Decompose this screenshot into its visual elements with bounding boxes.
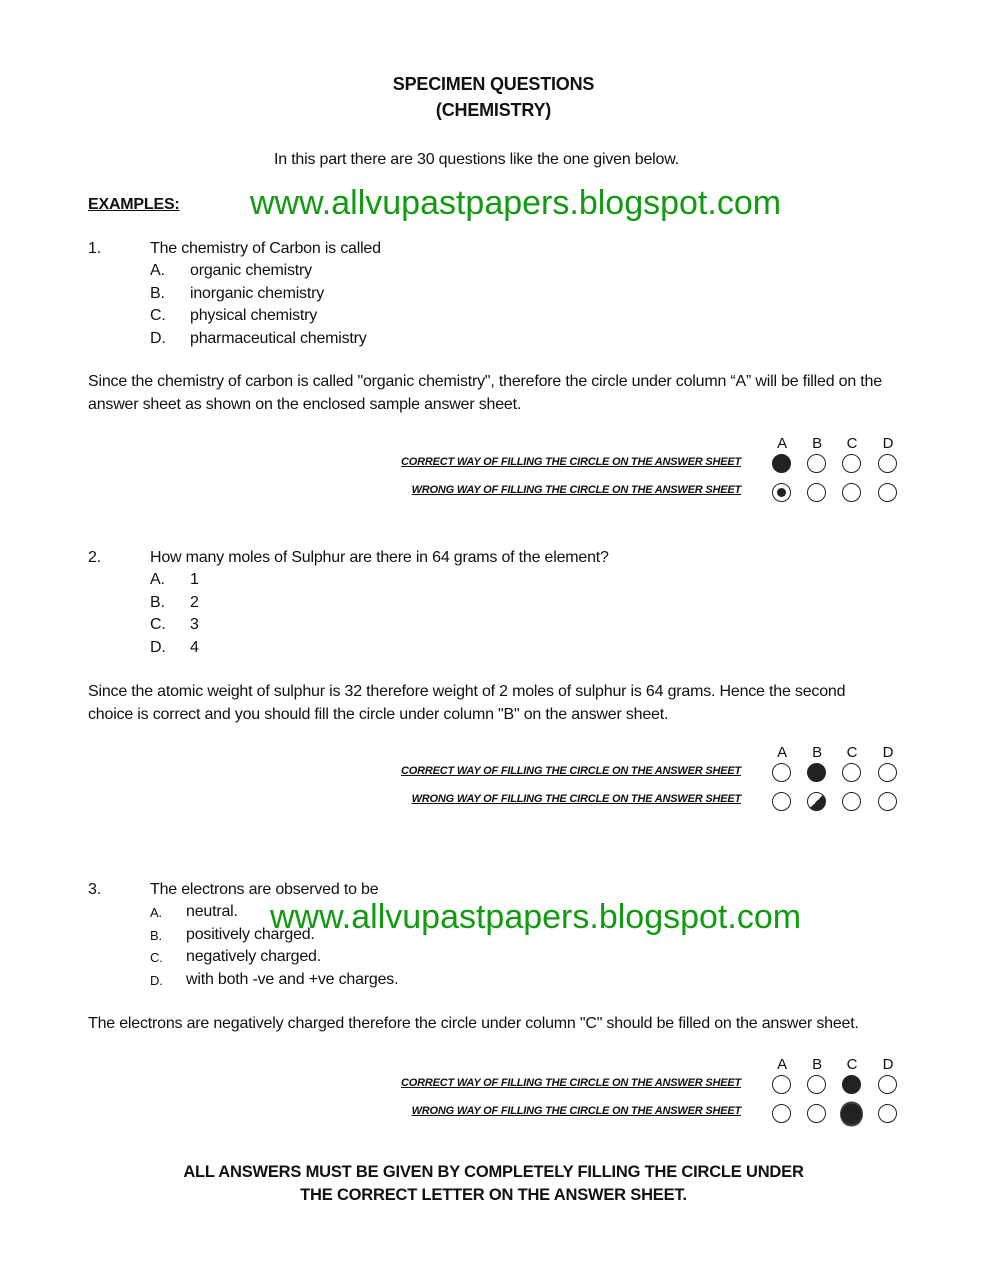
column-letter-b: B [812,435,822,452]
watermark: www.allvupastpapers.blogspot.com [250,184,782,222]
column-letter-d: D [882,435,894,452]
column-letter-c: C [846,435,858,452]
answer-circle-empty [807,1075,826,1094]
column-letter-a: A [777,435,787,452]
option-letter: C. [150,950,163,965]
answer-circle-filled [807,763,826,782]
option-text: 2 [190,593,199,611]
explanation-text: Since the chemistry of carbon is called "organic chemistry", therefore the circle under column “A” will be filled on the [88,373,882,390]
column-letter-d: D [882,1056,894,1073]
column-letter-b: B [812,744,822,761]
footer-line-1: ALL ANSWERS MUST BE GIVEN BY COMPLETELY FILLING THE CIRCLE UNDER [183,1163,804,1181]
question-text: The electrons are observed to be [150,881,379,898]
question-number: 1. [88,240,101,257]
explanation-text: choice is correct and you should fill the circle under column "B" on the answer sheet. [88,705,669,723]
explanation-text: The electrons are negatively charged therefore the circle under column "C" should be filled on the answer sheet. [88,1015,859,1032]
correct-way-label: CORRECT WAY OF FILLING THE CIRCLE ON THE ANSWER SHEET [401,456,741,468]
answer-circle-empty [878,1075,897,1094]
correct-way-label: CORRECT WAY OF FILLING THE CIRCLE ON THE ANSWER SHEET [401,765,741,777]
question-number: 2. [88,549,101,566]
option-text: organic chemistry [190,262,312,279]
answer-circle-half [807,792,826,811]
option-letter: C. [150,616,166,633]
option-text: 4 [190,638,199,656]
option-letter: B. [150,593,165,611]
answer-circle-filled [842,1075,861,1094]
wrong-way-label: WRONG WAY OF FILLING THE CIRCLE ON THE ANSWER SHEET [411,1105,741,1117]
option-text: positively charged. [186,925,315,943]
page-subtitle: (CHEMISTRY) [435,100,552,120]
question-text: How many moles of Sulphur are there in 64 grams of the element? [150,549,609,566]
answer-circle-ring [772,483,791,502]
option-letter: A. [150,571,165,588]
option-text: 3 [190,616,199,633]
answer-circle-empty [807,1104,826,1123]
option-letter: B. [150,284,165,302]
watermark-2: www.allvupastpapers.blogspot.com [270,898,802,936]
option-text: physical chemistry [190,307,318,324]
answer-circle-empty [807,454,826,473]
column-letter-d: D [882,744,894,761]
page-title: SPECIMEN QUESTIONS [392,74,595,94]
question-number: 3. [88,881,101,898]
answer-circle-empty [772,1075,791,1094]
option-letter: C. [150,307,166,324]
option-letter: B. [150,927,162,943]
answer-circle-scribble [840,1101,863,1127]
answer-circle-empty [878,792,897,811]
answer-circle-empty [842,483,861,502]
column-letter-a: A [777,744,787,761]
answer-circle-filled [772,454,791,473]
column-letter-b: B [812,1056,822,1073]
wrong-way-label: WRONG WAY OF FILLING THE CIRCLE ON THE ANSWER SHEET [411,484,741,496]
option-text: with both -ve and +ve charges. [186,970,399,988]
wrong-way-label: WRONG WAY OF FILLING THE CIRCLE ON THE ANSWER SHEET [411,793,741,805]
option-letter: D. [150,329,166,347]
option-text: negatively charged. [186,948,321,965]
option-text: pharmaceutical chemistry [190,329,367,347]
footer-line-2: THE CORRECT LETTER ON THE ANSWER SHEET. [300,1186,687,1204]
option-text: neutral. [186,903,238,920]
answer-circle-empty [842,763,861,782]
answer-circle-empty [878,763,897,782]
option-text: inorganic chemistry [190,284,325,302]
correct-way-label: CORRECT WAY OF FILLING THE CIRCLE ON THE ANSWER SHEET [401,1077,741,1089]
answer-circle-empty [878,483,897,502]
answer-circle-empty [772,792,791,811]
answer-circle-empty [842,454,861,473]
option-letter: D. [150,972,163,988]
answer-circle-empty [807,483,826,502]
answer-circle-empty [878,454,897,473]
column-letter-c: C [846,744,858,761]
option-letter: A. [150,905,162,920]
column-letter-a: A [777,1056,787,1073]
answer-circle-empty [878,1104,897,1123]
intro-text: In this part there are 30 questions like the one given below. [274,151,679,168]
option-text: 1 [190,571,199,588]
explanation-text: Since the atomic weight of sulphur is 32 therefore weight of 2 moles of sulphur is 64 grams. Hence the second [88,683,846,700]
column-letter-c: C [846,1056,858,1073]
examples-heading: EXAMPLES: [88,196,180,213]
answer-circle-empty [842,792,861,811]
option-letter: D. [150,638,166,656]
option-letter: A. [150,262,165,279]
question-text: The chemistry of Carbon is called [150,240,381,257]
answer-circle-empty [772,763,791,782]
explanation-text: answer sheet as shown on the enclosed sample answer sheet. [88,395,522,413]
answer-circle-empty [772,1104,791,1123]
